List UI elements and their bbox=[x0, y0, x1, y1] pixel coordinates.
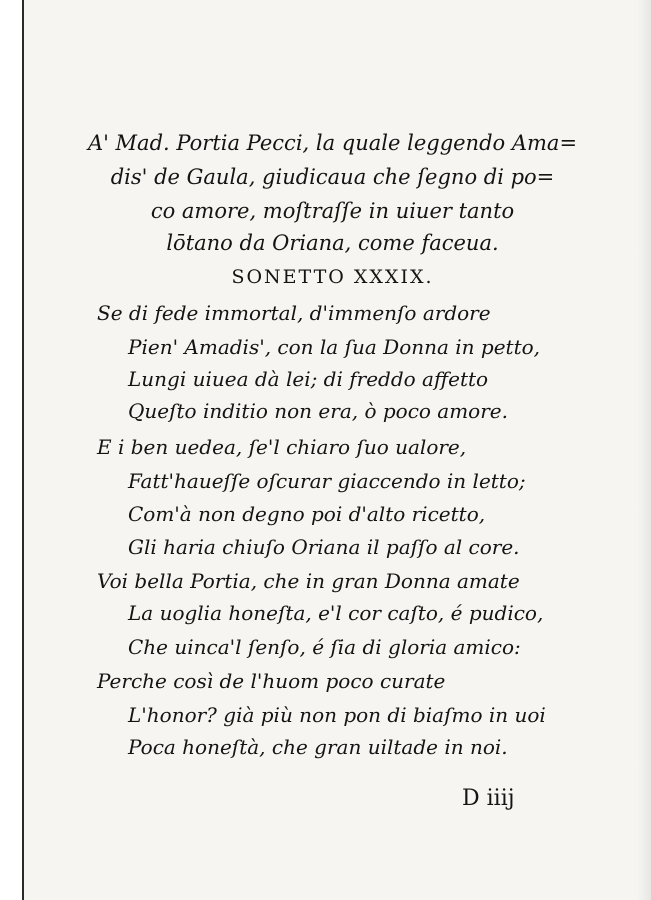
dedication-heading-line: dis' de Gaula, giudicaua che ſegno di po= bbox=[110, 165, 555, 189]
verse-line: Se di fede immortal, d'immenſo ardore bbox=[97, 301, 491, 325]
verse-line: Pien' Amadis', con la ſua Donna in petto, bbox=[128, 335, 541, 359]
verse-line: Queſto inditio non era, ò poco amore. bbox=[128, 399, 508, 423]
signature-mark: D iiij bbox=[462, 786, 515, 811]
verse-line: L'honor? già più non pon di biaſmo in uoi bbox=[128, 703, 546, 727]
sonnet-title: SONETTO XXXIX. bbox=[231, 266, 434, 288]
verse-line: E i ben uedea, ſe'l chiaro ſuo ualore, bbox=[97, 435, 467, 459]
dedication-heading-line: lōtano da Oriana, come faceua. bbox=[166, 231, 499, 255]
verse-line: Che uinca'l ſenſo, é ſia di gloria amico: bbox=[128, 635, 521, 659]
verse-line: Poca honeſtà, che gran uiltade in noi. bbox=[128, 735, 508, 759]
verse-line: Fatt'haueſſe oſcurar giaccendo in letto; bbox=[128, 469, 526, 493]
verse-line: Com'à non degno poi d'alto ricetto, bbox=[128, 502, 486, 526]
dedication-heading-line: co amore, moſtraſſe in uiuer tanto bbox=[150, 199, 515, 223]
verse-line: La uoglia honeſta, e'l cor caſto, é pudico, bbox=[128, 601, 544, 625]
dedication-heading-line: A' Mad. Portia Pecci, la quale leggendo Ama= bbox=[87, 131, 578, 155]
verse-line: Voi bella Portia, che in gran Donna amate bbox=[97, 569, 520, 593]
verse-line: Perche così de l'huom poco curate bbox=[97, 669, 446, 693]
verse-line: Gli haria chiuſo Oriana il paſſo al core. bbox=[128, 535, 520, 559]
verse-line: Lungi uiuea dà lei; di freddo affetto bbox=[128, 367, 489, 391]
